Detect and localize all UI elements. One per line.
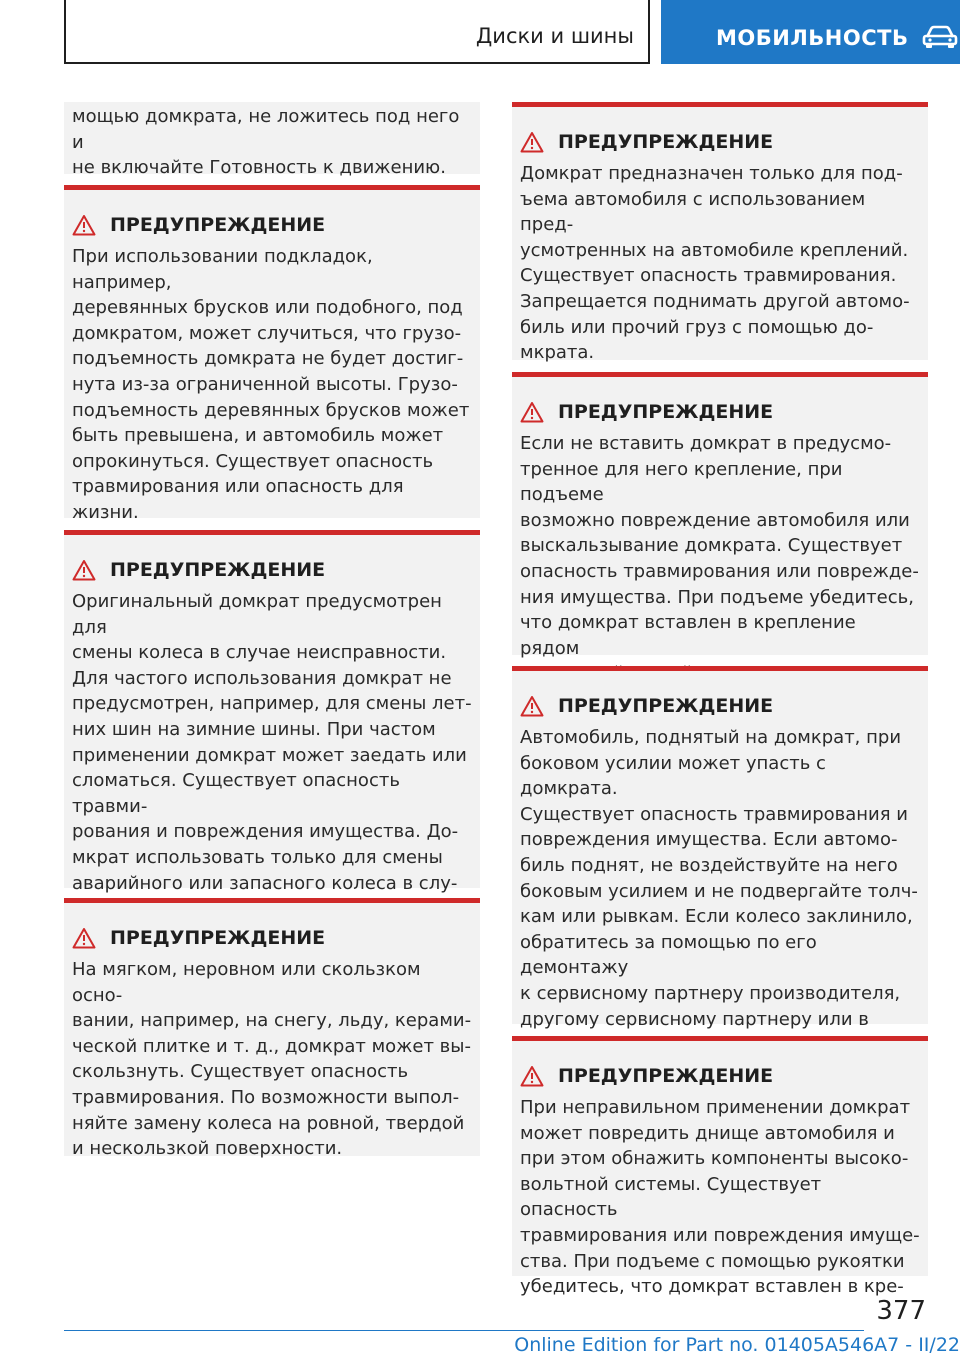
warning-text: На мягком, неровном или скользком осно- вании, например, на снегу, льду, керами- ческой плитке и т. д., домкрат может вы- скользнуть. Существует опасность травмирования. По возможности выпол- няйте замену колеса на ровной, твердой и нескользкой поверхности.	[72, 959, 472, 1160]
footer-divider	[64, 1330, 864, 1331]
warning-triangle-icon	[72, 559, 96, 581]
warning-title: ПРЕДУПРЕЖДЕНИЕ	[520, 693, 920, 719]
chapter-header	[661, 0, 960, 64]
warning-triangle-icon	[72, 214, 96, 236]
page-number: 377	[876, 1296, 926, 1326]
warning-title: ПРЕДУПРЕЖДЕНИЕ	[520, 1063, 920, 1089]
warning-text: Автомобиль, поднятый на домкрат, при боковом усилии может упасть с домкрата. Существует опасность травмирования и повреждения имущества. Если автомо- биль поднят, не воздействуйте на него боковым усилием и не подвергайте толч- кам или рывкам. Если колесо заклинило, обратитесь за помощью по его демонтажу к сервисному партнеру производителя, другому сервисному партнеру или в	[520, 727, 918, 1030]
warning-title: ПРЕДУПРЕЖДЕНИЕ	[520, 129, 920, 155]
warning-triangle-icon	[72, 927, 96, 949]
section-header	[64, 0, 650, 64]
warning-text: Если не вставить домкрат в предусмо- тренное для него крепление, при подъеме возможно повреждение автомобиля или выскальзывание домкрата. Существует опасность травмирования или поврежде- ния имущества. При подъеме убедитесь, что домкрат вставлен в крепление рядом	[520, 433, 919, 659]
warning-box	[64, 898, 480, 1160]
continuation-text: мощью домкрата, не ложитесь под него и не включайте Готовность к движению.	[72, 106, 460, 179]
warning-text: Домкрат предназначен только для под- ъема автомобиля с использованием пред- усмотренных на автомобиле креплений. Существует опасность травмирования. Запрещается поднимать другой автомо- биль или прочий груз с помощью до- мкрата.	[520, 163, 910, 364]
car-icon	[922, 24, 958, 50]
warning-title: ПРЕДУПРЕЖДЕНИЕ	[72, 557, 472, 583]
continuation-box	[64, 102, 480, 179]
warning-box	[64, 185, 480, 523]
warning-text: Оригинальный домкрат предусмотрен для смены колеса в случае неисправности. Для частого использования домкрат не предусмотрен, например, для смены лет- них шин на зимние шины. При частом применении домкрат может заедать или сломаться. Существует опасность травми- рования и повреждения имущества. До- мкрат использовать только для смены аварийного или запасного колеса в слу-	[72, 591, 472, 894]
footer-edition: Online Edition for Part no. 01405A546A7 - II/22	[514, 1334, 960, 1356]
warning-title: ПРЕДУПРЕЖДЕНИЕ	[520, 399, 920, 425]
chapter-title: МОБИЛЬНОСТЬ	[716, 26, 909, 50]
warning-box	[512, 1036, 928, 1298]
warning-box	[512, 372, 928, 659]
warning-title: ПРЕДУПРЕЖДЕНИЕ	[72, 212, 472, 238]
section-title: Диски и шины	[475, 24, 634, 48]
warning-triangle-icon	[520, 1065, 544, 1087]
warning-box	[512, 666, 928, 1030]
warning-triangle-icon	[520, 131, 544, 153]
warning-text: При использовании подкладок, например, деревянных брусков или подобного, под домкратом, может случиться, что грузо- подъемность домкрата не будет достиг- нута из-за ограниченной высоты. Грузо- подъемность деревянных брусков может быть превышена, и автомобиль может опрокинуться. Существует опасность травмирования или опасность для жизни.	[72, 246, 470, 523]
warning-triangle-icon	[520, 695, 544, 717]
warning-title: ПРЕДУПРЕЖДЕНИЕ	[72, 925, 472, 951]
warning-box	[512, 102, 928, 364]
warning-triangle-icon	[520, 401, 544, 423]
warning-text: При неправильном применении домкрат может повредить днище автомобиля и при этом обнажить компоненты высоко- вольтной системы. Существует опасность травмирования или повреждения имуще- ства. При подъеме с помощью рукоятки убедитесь, что домкрат вставлен в кре-	[520, 1097, 920, 1298]
warning-box	[64, 530, 480, 894]
